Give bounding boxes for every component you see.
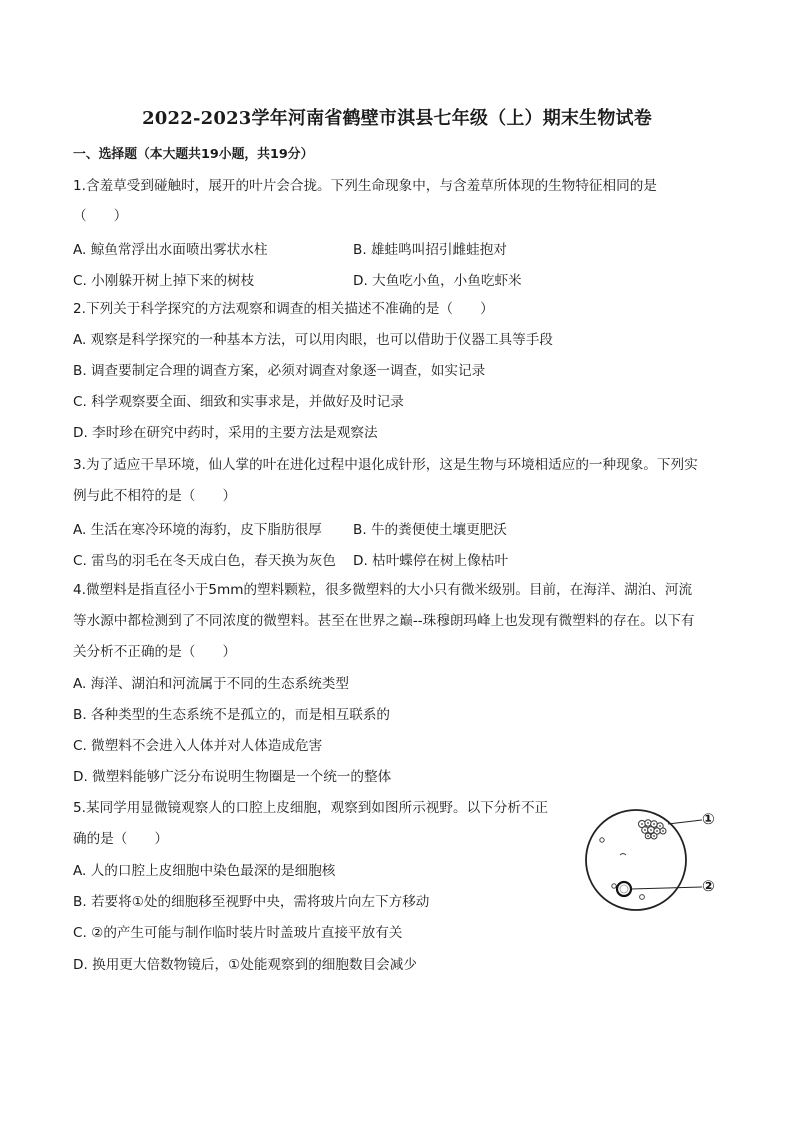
field-of-view-circle bbox=[586, 810, 686, 910]
q2-stem: 2.下列关于科学探究的方法观察和调查的相关描述不准确的是（ ） bbox=[73, 301, 494, 317]
cell-fragment bbox=[620, 854, 626, 856]
q4-stem-line-3: 关分析不正确的是（ ） bbox=[73, 644, 237, 660]
q4-stem-line-2: 等水源中都检测到了不同浓度的微塑料。甚至在世界之巅--珠穆朗玛峰上也发现有微塑料的存在。以下有 bbox=[73, 613, 695, 629]
q3-stem-line-1: 3.为了适应干旱环境，仙人掌的叶在进化过程中退化成针形，这是生物与环境相适应的一种现象。下列实 bbox=[73, 457, 698, 473]
q1-option-d: D. 大鱼吃小鱼，小鱼吃虾米 bbox=[353, 273, 522, 289]
q5-option-d: D. 换用更大倍数物镜后，①处能观察到的细胞数目会减少 bbox=[73, 957, 417, 973]
q1-option-b: B. 雄蛙鸣叫招引雌蛙抱对 bbox=[353, 242, 507, 258]
q1-option-a: A. 鲸鱼常浮出水面喷出雾状水柱 bbox=[73, 242, 268, 258]
q5-stem-line-1: 5.某同学用显微镜观察人的口腔上皮细胞，观察到如图所示视野。以下分析不正 bbox=[73, 800, 549, 816]
q2-option-b: B. 调查要制定合理的调查方案，必须对调查对象逐一调查，如实记录 bbox=[73, 363, 486, 379]
q2-option-c: C. 科学观察要全面、细致和实事求是，并做好及时记录 bbox=[73, 394, 404, 410]
q3-stem-line-2: 例与此不相符的是（ ） bbox=[73, 488, 237, 504]
q4-option-a: A. 海洋、湖泊和河流属于不同的生态系统类型 bbox=[73, 676, 349, 692]
figure-label-1: ① bbox=[702, 810, 715, 828]
q3-option-d: D. 枯叶蝶停在树上像枯叶 bbox=[353, 553, 509, 569]
section-heading: 一、选择题（本大题共19小题，共19分） bbox=[73, 147, 314, 162]
label-1-pointer bbox=[668, 820, 702, 824]
q4-option-b: B. 各种类型的生态系统不是孤立的，而是相互联系的 bbox=[73, 707, 391, 723]
q5-stem-line-2: 确的是（ ） bbox=[73, 831, 169, 847]
q1-option-c: C. 小刚躲开树上掉下来的树枝 bbox=[73, 273, 255, 289]
air-bubble bbox=[617, 882, 631, 896]
q5-option-b: B. 若要将①处的细胞移至视野中央，需将玻片向左下方移动 bbox=[73, 894, 430, 910]
q4-stem-line-1: 4.微塑料是指直径小于5mm的塑料颗粒，很多微塑料的大小只有微米级别。目前，在海洋、湖泊、河流 bbox=[73, 582, 693, 598]
figure-label-2: ② bbox=[702, 877, 715, 895]
small-cell-bottom-left bbox=[612, 884, 616, 888]
q5-option-a: A. 人的口腔上皮细胞中染色最深的是细胞核 bbox=[73, 863, 336, 879]
q4-option-c: C. 微塑料不会进入人体并对人体造成危害 bbox=[73, 738, 323, 754]
cell-cluster bbox=[639, 820, 667, 839]
q1-stem-line-2: （ ） bbox=[73, 208, 128, 224]
page-title: 2022-2023学年河南省鹤壁市淇县七年级（上）期末生物试卷 bbox=[142, 108, 652, 129]
q4-option-d: D. 微塑料能够广泛分布说明生物圈是一个统一的整体 bbox=[73, 769, 392, 785]
q2-option-d: D. 李时珍在研究中药时，采用的主要方法是观察法 bbox=[73, 425, 378, 441]
q1-stem-line-1: 1.含羞草受到碰触时，展开的叶片会合拢。下列生命现象中，与含羞草所体现的生物特征相同的是 bbox=[73, 178, 657, 194]
q2-option-a: A. 观察是科学探究的一种基本方法，可以用肉眼，也可以借助于仪器工具等手段 bbox=[73, 332, 553, 348]
small-cell-bottom bbox=[640, 895, 645, 900]
q3-option-c: C. 雷鸟的羽毛在冬天成白色，春天换为灰色 bbox=[73, 553, 336, 569]
q3-option-a: A. 生活在寒冷环境的海豹，皮下脂肪很厚 bbox=[73, 522, 322, 538]
q5-option-c: C. ②的产生可能与制作临时装片时盖玻片直接平放有关 bbox=[73, 925, 403, 941]
small-cell-left bbox=[600, 838, 604, 842]
q3-option-b: B. 牛的粪便使土壤更肥沃 bbox=[353, 522, 507, 538]
label-2-pointer bbox=[631, 887, 702, 889]
